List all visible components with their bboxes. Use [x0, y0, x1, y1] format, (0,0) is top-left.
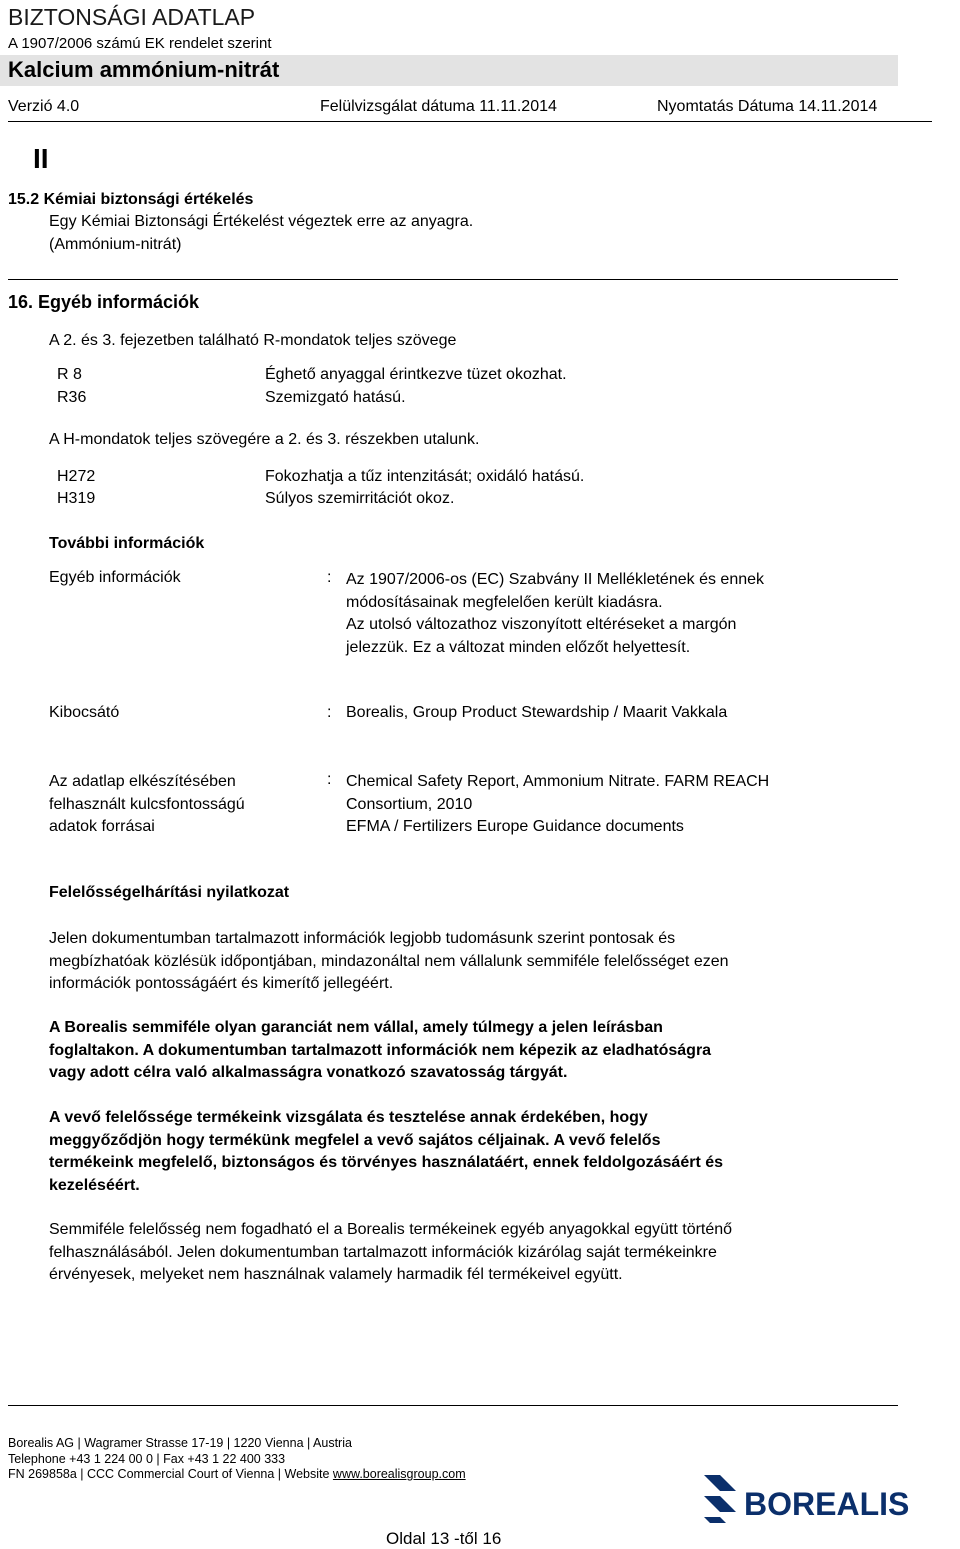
text-line: Jelen dokumentumban tartalmazott információk legjobb tudomásunk szerint pontosak és [49, 930, 676, 947]
text-line: jelezzük. Ez a változat minden előzőt helyettesít. [346, 638, 691, 656]
text-line: A Borealis semmiféle olyan garanciát nem vállal, amely túlmegy a jelen leírásban [49, 1019, 663, 1036]
sources-value [346, 771, 769, 839]
section-16-heading: 16. Egyéb információk [8, 292, 200, 312]
sources-label [49, 771, 245, 839]
text-line: Az 1907/2006-os (EC) Szabvány II Mellékletének és ennek [346, 571, 765, 588]
company-phone: Telephone +43 1 224 00 0 | Fax +43 1 22 400 333 [8, 1452, 286, 1466]
text-line: termékeink megfelelő, biztonságos és törvényes használatáért, ennek feldolgozásáért és [49, 1154, 724, 1171]
website-link[interactable]: www.borealisgroup.com [332, 1467, 466, 1481]
text-line: érvényesek, melyeket nem használnak valamely harmadik fél termékeivel együtt. [49, 1266, 623, 1283]
r-phrase-text: Szemizgató hatású. [265, 389, 406, 406]
issuer-label: Kibocsátó [49, 704, 120, 721]
revision-date: Felülvizsgálat dátuma 11.11.2014 [320, 98, 557, 115]
version: Verzió 4.0 [8, 98, 80, 115]
disclaimer-heading: Felelősségelhárítási nyilatkozat [49, 884, 290, 901]
csa-line-2: (Ammónium-nitrát) [49, 236, 182, 253]
r-phrase-code: R36 [57, 389, 87, 406]
text-line: információk pontosságáért és kimerítő jellegéért. [49, 975, 394, 992]
text-line: módosításainak megfelelően került kiadásra. [346, 593, 663, 611]
text-line: adatok forrásai [49, 818, 155, 835]
page-number: Oldal 13 -től 16 [386, 1529, 502, 1548]
print-date: Nyomtatás Dátuma 14.11.2014 [657, 98, 878, 115]
regulation-line: A 1907/2006 számú EK rendelet szerint [8, 35, 272, 52]
logo-stripe [704, 1517, 726, 1523]
csa-line-1: Egy Kémiai Biztonsági Értékelést végeztek erre az anyagra. [49, 213, 474, 230]
footer-rule [8, 1405, 898, 1406]
text-line: Semmiféle felelősség nem fogadható el a Borealis termékeinek egyéb anyagokkal együtt történő [49, 1221, 733, 1238]
text-line: A vevő felelőssége termékeink vizsgálata és tesztelése annak érdekében, hogy [49, 1109, 648, 1126]
logo-stripe [704, 1496, 736, 1512]
text-line: Chemical Safety Report, Ammonium Nitrate. FARM REACH [346, 773, 770, 790]
document-title: BIZTONSÁGI ADATLAP [8, 4, 256, 30]
issuer-value: Borealis, Group Product Stewardship / Maarit Vakkala [346, 704, 728, 721]
text-line: meggyőződjön hogy termékünk megfelel a vevő sajátos céljainak. A vevő felelős [49, 1131, 661, 1149]
text-line: EFMA / Fertilizers Europe Guidance documents [346, 818, 684, 835]
margin-marker: II [33, 143, 49, 174]
other-info-label: Egyéb információk [49, 569, 181, 586]
company-registry [8, 1467, 466, 1481]
text-line: vagy adott célra való alkalmasságra vonatkozó szavatosság tárgyát. [49, 1064, 568, 1081]
logo-wordmark: BOREALIS [744, 1486, 910, 1522]
disclaimer-paragraph-4 [49, 1219, 732, 1287]
disclaimer-paragraph-3 [49, 1107, 723, 1197]
header-rule [8, 121, 932, 122]
colon: : [327, 771, 332, 788]
text-line: Az utolsó változathoz viszonyított eltéréseket a margón [346, 616, 737, 633]
r-phrase-code: R 8 [57, 366, 82, 383]
text-line: megbízhatóak közlésük időpontjában, mindazonáltal nem vállalunk semmiféle felelősséget ezen [49, 952, 729, 970]
logo-stripe [704, 1475, 736, 1491]
text-line: kezeléséért. [49, 1176, 140, 1194]
text-line: Consortium, 2010 [346, 795, 473, 813]
section-rule [8, 279, 898, 280]
colon: : [327, 704, 332, 721]
registry-text: FN 269858a | CCC Commercial Court of Vienna | Website [8, 1467, 333, 1481]
company-address: Borealis AG | Wagramer Strasse 17-19 | 1220 Vienna | Austria [8, 1436, 352, 1450]
h-phrase-text: Súlyos szemirritációt okoz. [265, 490, 455, 507]
text-line: felhasználásából. Jelen dokumentumban tartalmazott információk kizárólag saját termékeinkre [49, 1243, 717, 1261]
disclaimer-paragraph-1 [49, 928, 729, 996]
further-info-heading: További információk [49, 535, 205, 552]
h-phrases-intro: A H-mondatok teljes szövegére a 2. és 3. részekben utalunk. [49, 431, 480, 448]
product-name: Kalcium ammónium-nitrát [8, 57, 280, 82]
text-line: Az adatlap elkészítésében [49, 773, 236, 790]
r-phrase-text: Éghető anyaggal érintkezve tüzet okozhat. [265, 366, 567, 383]
text-line: felhasznált kulcsfontosságú [49, 795, 245, 813]
r-phrases-intro: A 2. és 3. fejezetben található R-mondatok teljes szövege [49, 332, 457, 349]
h-phrase-code: H272 [57, 468, 96, 485]
h-phrase-code: H319 [57, 490, 96, 507]
colon: : [327, 569, 332, 586]
section-15-2-heading: 15.2 Kémiai biztonsági értékelés [8, 191, 254, 208]
text-line: foglaltakon. A dokumentumban tartalmazott információk nem képezik az eladhatóságra [49, 1041, 712, 1059]
disclaimer-paragraph-2 [49, 1017, 711, 1085]
borealis-logo [696, 1469, 954, 1524]
h-phrase-text: Fokozhatja a tűz intenzitását; oxidáló hatású. [265, 468, 585, 485]
other-info-value [346, 569, 764, 659]
